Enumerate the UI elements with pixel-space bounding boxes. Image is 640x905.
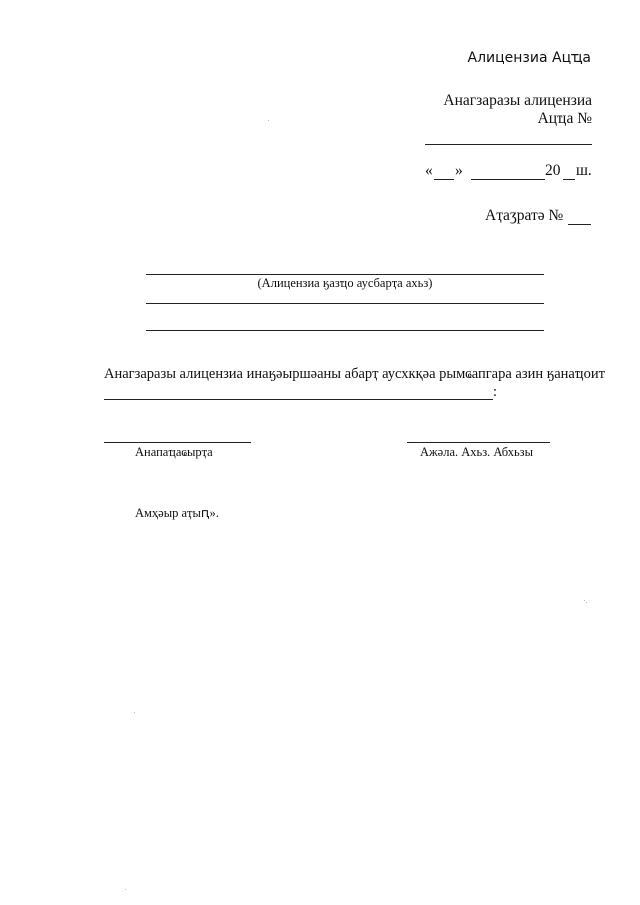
licensee-name-line-3 <box>146 330 544 331</box>
scan-speck <box>268 120 269 121</box>
fullname-line <box>407 442 550 443</box>
registration-number-blank <box>568 224 591 225</box>
licensee-name-line-2 <box>146 303 544 304</box>
scan-speck <box>586 602 587 603</box>
scan-speck <box>584 600 585 601</box>
date-day-blank <box>434 179 454 180</box>
form-number-line <box>425 144 592 145</box>
scan-speck <box>134 712 135 713</box>
signature-label: Анапаҵаҩырҭа <box>135 445 213 459</box>
date-day-open-quote: « <box>425 162 433 179</box>
activities-colon: : <box>493 384 498 400</box>
date-year-suffix: ш. <box>576 162 592 179</box>
registration-label: Аҭаӡратә № <box>485 207 564 224</box>
date-day-close-quote: » <box>455 162 463 179</box>
scan-speck <box>125 889 126 890</box>
fullname-label: Ажәла. Ахьз. Абхьзы <box>420 445 533 459</box>
stamp-label: Амҳәыр аҭыԥ». <box>135 506 219 520</box>
form-title-line1: Анагзаразы алицензиа <box>443 92 592 109</box>
form-title-line2: Ацҵа № <box>537 110 592 127</box>
appendix-title: Алицензиа Ацҵа <box>467 50 591 66</box>
licensee-caption: (Алицензиа ӄазҵо аусбарҭа ахьз) <box>257 276 433 290</box>
date-month-blank <box>471 179 545 180</box>
date-year-blank <box>563 179 575 180</box>
licensee-name-line-1 <box>146 274 544 275</box>
signature-line <box>104 442 251 443</box>
activities-line <box>104 399 493 400</box>
license-statement: Анагзаразы алицензиа инаӄәыршәаны абарҭ аусхкқәа рымҩапгара азин ӄанаҵоит <box>104 366 605 382</box>
date-year-prefix: 20 <box>545 162 561 179</box>
